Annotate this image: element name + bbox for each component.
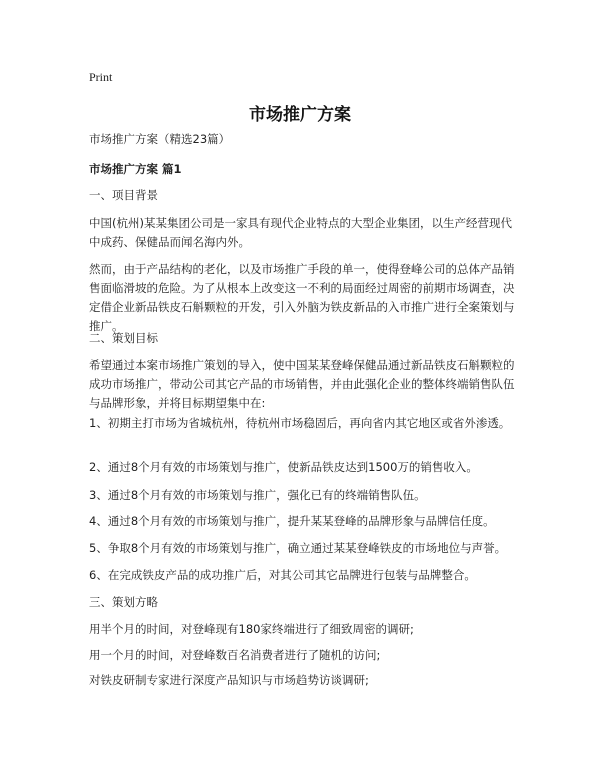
paragraph: 二、策划目标 xyxy=(89,331,158,345)
list-item: 1、初期主打市场为省城杭州，待杭州市场稳固后，再向省内其它地区或省外渗透。 xyxy=(89,416,511,430)
document-subtitle: 市场推广方案（精选23篇） xyxy=(89,132,231,146)
paragraph: 然而，由于产品结构的老化，以及市场推广手段的单一，使得登峰公司的总体产品销售面临滑坡的危险。为了从根本上改变这一不利的局面经过周密的前期市场调查，决定借企业新品铁皮石斛颗粒的开发，引入外脑为铁皮新品的入市推广进行全案策划与推广。 xyxy=(89,262,515,333)
paragraph: 用半个月的时间，对登峰现有180家终端进行了细致周密的调研; xyxy=(89,622,414,636)
page-title: 市场推广方案 xyxy=(249,105,351,125)
list-item: 4、通过8个月有效的市场策划与推广，提升某某登峰的品牌形象与品牌信任度。 xyxy=(89,514,495,528)
paragraph: 希望通过本案市场推广策划的导入，使中国某某登峰保健品通过新品铁皮石斛颗粒的成功市场推广，带动公司其它产品的市场销售，并由此强化企业的整体终端销售队伍与品牌形象，并将目标期望集中在: xyxy=(89,358,515,410)
list-item: 3、通过8个月有效的市场策划与推广，强化已有的终端销售队伍。 xyxy=(89,488,426,502)
paragraph: 三、策划方略 xyxy=(89,595,158,609)
paragraph: 用一个月的时间，对登峰数百名消费者进行了随机的访问; xyxy=(89,648,381,662)
paragraph: 对铁皮研制专家进行深度产品知识与市场趋势访谈调研; xyxy=(89,673,369,687)
list-item: 5、争取8个月有效的市场策划与推广，确立通过某某登峰铁皮的市场地位与声誉。 xyxy=(89,541,507,555)
paragraph: 一、项目背景 xyxy=(89,188,158,202)
list-item: 6、在完成铁皮产品的成功推广后，对其公司其它品牌进行包装与品牌整合。 xyxy=(89,568,476,582)
section-heading: 市场推广方案 篇1 xyxy=(89,162,182,176)
print-link[interactable]: Print xyxy=(89,70,113,84)
paragraph: 中国(杭州)某某集团公司是一家具有现代企业特点的大型企业集团，以生产经营现代中成药、保健品而闻名海内外。 xyxy=(89,216,512,249)
list-item: 2、通过8个月有效的市场策划与推广，使新品铁皮达到1500万的销售收入。 xyxy=(89,460,478,474)
